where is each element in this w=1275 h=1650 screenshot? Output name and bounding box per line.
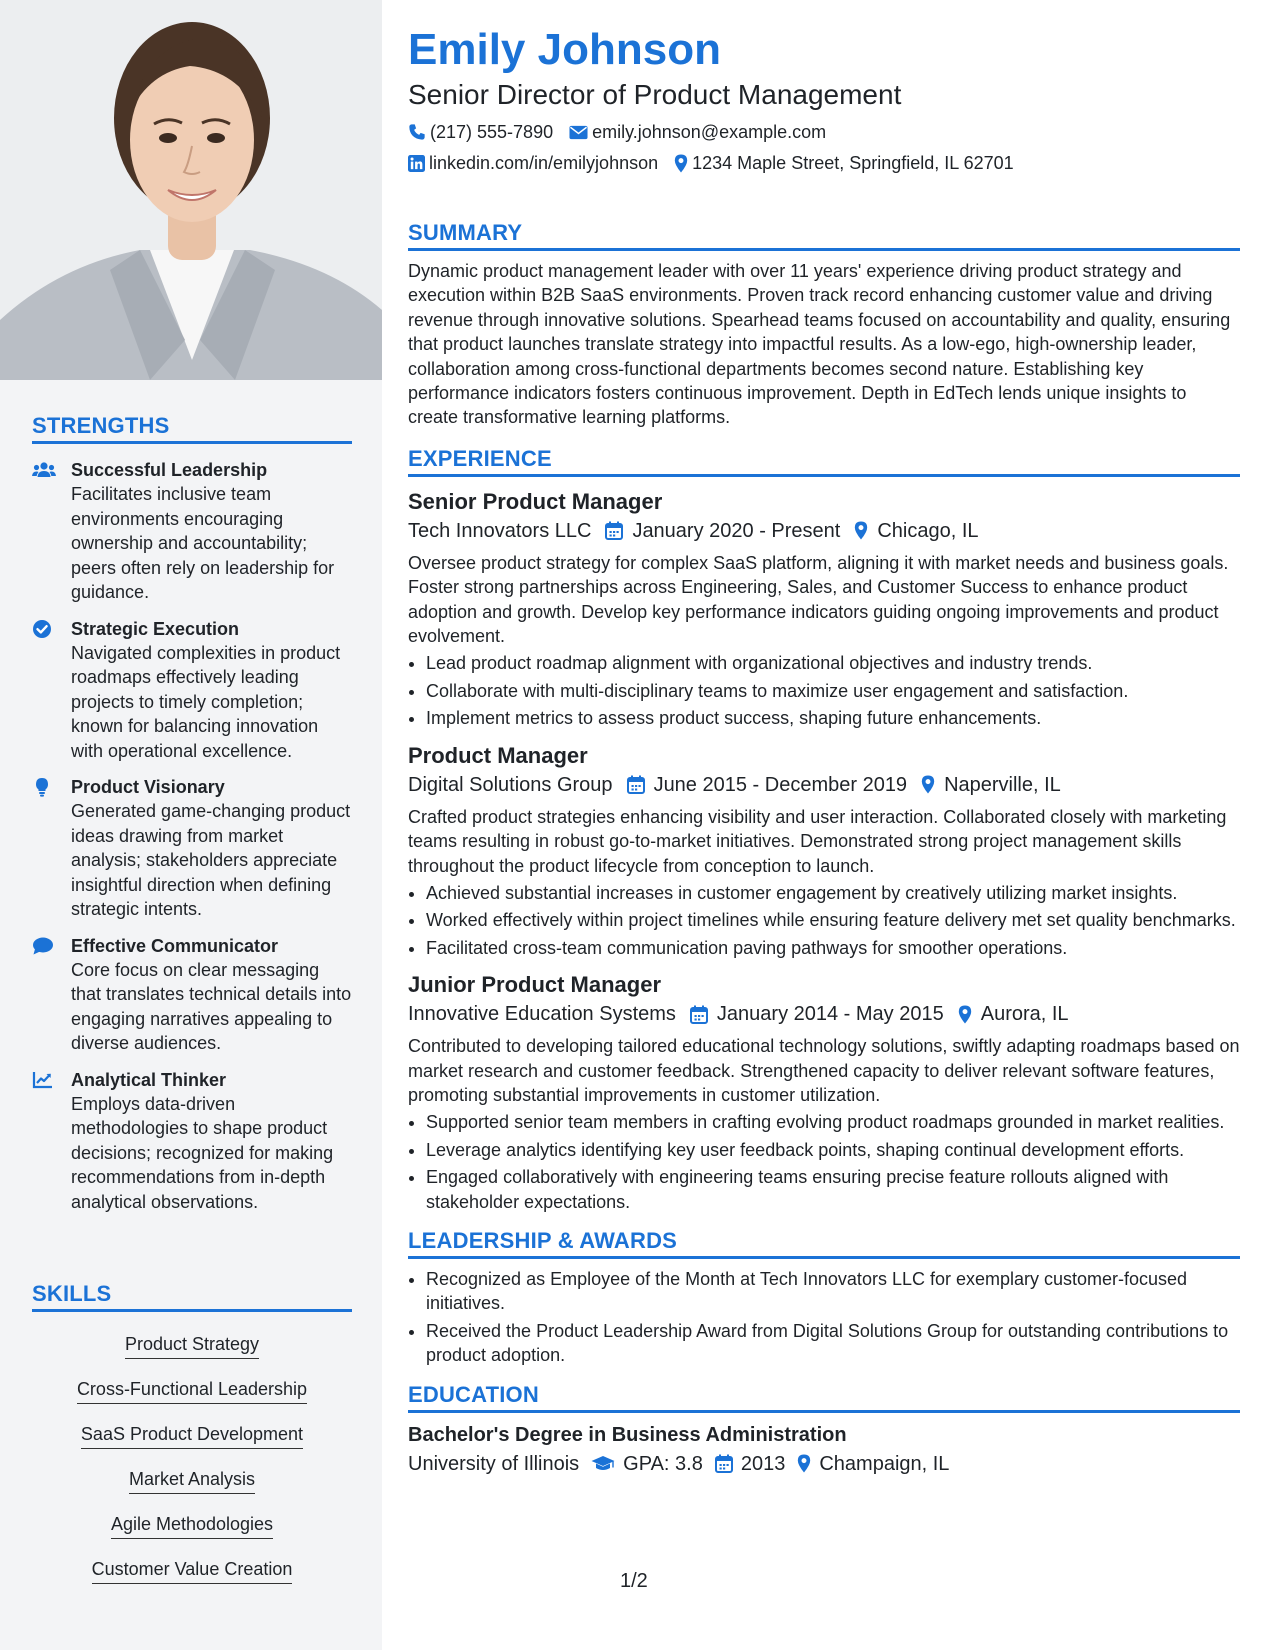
location-pin-icon	[854, 521, 868, 540]
awards-heading: LEADERSHIP & AWARDS	[408, 1228, 1240, 1259]
job-location-wrap	[854, 517, 978, 545]
strength-desc: Core focus on clear messaging that translates technical details into engaging narratives appealing to diverse audiences.	[71, 959, 352, 1053]
summary-section	[408, 220, 1240, 430]
strength-desc: Navigated complexities in product roadmaps effectively leading projects to timely completion; known for balancing innovation with operational excellence.	[71, 642, 341, 761]
job-dates: January 2014 - May 2015	[716, 1003, 944, 1026]
skill-item: SaaS Product Development	[32, 1422, 352, 1467]
calendar-icon	[627, 775, 645, 794]
job-bullet: • Achieved substantial increases in customer engagement by creatively utilizing market insights.	[426, 881, 1240, 905]
skill-item: Agile Methodologies	[32, 1512, 352, 1557]
job-company: Tech Innovators LLC	[408, 519, 592, 542]
main-column	[408, 22, 1240, 1479]
job-entry	[408, 487, 1240, 731]
job-description: Oversee product strategy for complex SaaS platform, aligning it with market needs and business goals. Foster strong partnerships across Engineering, Sales, and Customer Success to enhance product adoption and growth. Develop key performance indicators guiding ongoing improvements and product evolvement.	[408, 552, 1229, 647]
contact-row-2	[408, 152, 1240, 174]
job-bullet: • Collaborate with multi-disciplinary teams to maximize user engagement and satisfaction.	[426, 679, 1240, 703]
strength-title: Analytical Thinker	[71, 1069, 227, 1090]
calendar-icon	[605, 521, 623, 540]
chat-bubble-icon	[32, 936, 56, 956]
graduation-year: 2013	[740, 1452, 786, 1475]
job-description: Contributed to developing tailored educational technology solutions, swiftly adapting roadmaps based on market research and customer feedback. Strengthened capacity to deliver relevant software features, promoting substantial improvements in customer utilization.	[408, 1036, 1240, 1105]
candidate-headline: Senior Director of Product Management	[408, 79, 902, 110]
address-contact	[674, 152, 1014, 174]
summary-heading: SUMMARY	[408, 220, 1240, 251]
skills-heading: SKILLS	[32, 1281, 352, 1312]
job-dates: January 2020 - Present	[632, 519, 841, 542]
job-location-wrap	[921, 771, 1061, 799]
job-bullet: • Leverage analytics identifying key user feedback points, shaping continual development efforts.	[426, 1138, 1240, 1162]
linkedin-contact[interactable]	[408, 152, 658, 174]
award-item: • Recognized as Employee of the Month at Tech Innovators LLC for exemplary customer-focused initiatives.	[426, 1267, 1240, 1316]
edu-location-wrap	[797, 1449, 949, 1479]
education-section	[408, 1382, 1240, 1479]
job-dates-wrap	[605, 517, 840, 545]
job-bullets	[408, 1110, 1240, 1214]
awards-section	[408, 1228, 1240, 1368]
strengths-heading: STRENGTHS	[32, 413, 352, 444]
school-name: University of Illinois	[408, 1452, 580, 1475]
job-location: Aurora, IL	[980, 1003, 1069, 1026]
lightbulb-icon	[32, 777, 56, 797]
edu-year-wrap	[715, 1449, 786, 1479]
job-bullet: • Supported senior team members in crafting evolving product roadmaps grounded in market realities.	[426, 1110, 1240, 1134]
job-location: Chicago, IL	[877, 519, 979, 542]
skill-item: Product Strategy	[32, 1332, 352, 1377]
degree-title: Bachelor's Degree in Business Administration	[408, 1423, 847, 1446]
location-pin-icon	[921, 775, 935, 794]
skill-item: Market Analysis	[32, 1467, 352, 1512]
email-address[interactable]: emily.johnson@example.com	[592, 122, 827, 142]
job-bullets	[408, 881, 1240, 960]
job-bullet: • Implement metrics to assess product success, shaping future enhancements.	[426, 706, 1240, 730]
strength-item	[32, 775, 352, 922]
gpa-value: GPA: 3.8	[623, 1452, 703, 1475]
strength-title: Strategic Execution	[71, 618, 240, 639]
strength-item	[32, 934, 352, 1056]
job-bullet: • Engaged collaboratively with engineering teams ensuring precise feature rollouts aligned with stakeholder expectations.	[426, 1165, 1240, 1214]
email-contact[interactable]	[569, 121, 826, 143]
strengths-section	[32, 413, 352, 1214]
job-location-wrap	[958, 1000, 1069, 1028]
job-entry	[408, 741, 1240, 960]
job-dates-wrap	[690, 1000, 944, 1028]
check-circle-icon	[32, 619, 56, 639]
graduation-cap-icon	[591, 1455, 615, 1472]
summary-text: Dynamic product management leader with over 11 years' experience driving product strategy and execution within B2B SaaS environments. Proven track record enhancing customer value and driving revenue through innovative solutions. Spearhead teams focused on accountability and quality, ensuring that product launches translate strategy into impactful results. As a low-ego, high-ownership leader, collaboration among cross-functional departments becomes second nature. Establishing key performance indicators fosters continuous improvement. Depth in EdTech lends unique insights to create transformative learning platforms.	[408, 261, 1231, 428]
strength-item	[32, 617, 352, 764]
strength-title: Successful Leadership	[71, 460, 268, 480]
sidebar	[0, 0, 382, 1650]
phone-icon	[408, 123, 426, 141]
job-title: Product Manager	[408, 742, 588, 768]
location-pin-icon	[958, 1005, 972, 1024]
job-meta	[408, 771, 1240, 799]
phone-contact	[408, 121, 553, 143]
linkedin-url[interactable]: linkedin.com/in/emilyjohnson	[429, 153, 659, 173]
location-pin-icon	[797, 1454, 811, 1473]
strength-title: Effective Communicator	[71, 935, 279, 956]
job-description: Crafted product strategies enhancing visibility and user interaction. Collaborated closely with marketing teams resulting in robust go-to-market initiatives. Demonstrated strong project management skills throughout the product lifecycle from conception to launch.	[408, 806, 1227, 876]
job-bullet: • Worked effectively within project timelines while ensuring feature delivery met set quality benchmarks.	[426, 908, 1240, 932]
calendar-icon	[715, 1454, 733, 1473]
experience-section	[408, 446, 1240, 1214]
job-bullets	[408, 651, 1240, 730]
award-item: • Received the Product Leadership Award from Digital Solutions Group for outstanding contributions to product adoption.	[426, 1319, 1240, 1368]
contact-row-1	[408, 121, 1240, 143]
gpa-wrap	[591, 1449, 703, 1479]
phone-number: (217) 555-7890	[430, 122, 554, 142]
strength-title: Product Visionary	[71, 777, 225, 797]
strength-desc: Generated game-changing product ideas drawing from market analysis; stakeholders appreciate insightful direction when defining strategic intents.	[71, 801, 351, 919]
calendar-icon	[690, 1005, 708, 1024]
candidate-name: Emily Johnson	[408, 25, 721, 74]
strengths-list	[32, 458, 352, 1214]
users-icon	[32, 460, 56, 480]
job-bullet: • Lead product roadmap alignment with organizational objectives and industry trends.	[426, 651, 1240, 675]
linkedin-icon	[408, 155, 425, 172]
strength-item	[32, 458, 352, 605]
job-bullet: • Facilitated cross-team communication paving pathways for smoother operations.	[426, 936, 1240, 960]
job-title: Senior Product Manager	[408, 488, 663, 514]
skill-item: Cross-Functional Leadership	[32, 1377, 352, 1422]
school-location: Champaign, IL	[819, 1452, 950, 1475]
job-dates-wrap	[627, 771, 908, 799]
envelope-icon	[569, 125, 588, 140]
job-company: Digital Solutions Group	[408, 773, 613, 796]
education-heading: EDUCATION	[408, 1382, 1240, 1413]
strength-item	[32, 1068, 352, 1215]
job-title: Junior Product Manager	[408, 972, 662, 998]
location-pin-icon	[674, 154, 688, 173]
skills-section	[32, 1281, 352, 1602]
strength-desc: Employs data-driven methodologies to shape product decisions; recognized for making recommendations from in-depth analytical observations.	[71, 1093, 334, 1212]
job-location: Naperville, IL	[944, 773, 1061, 796]
profile-photo	[0, 0, 382, 380]
education-meta	[408, 1449, 1240, 1479]
street-address: 1234 Maple Street, Springfield, IL 62701	[692, 153, 1014, 173]
awards-list	[408, 1267, 1240, 1368]
strength-desc: Facilitates inclusive team environments encouraging ownership and accountability; peers often rely on leadership for guidance.	[71, 484, 335, 602]
job-dates: June 2015 - December 2019	[653, 773, 908, 796]
trend-chart-icon	[32, 1070, 56, 1090]
job-entry	[408, 970, 1240, 1214]
job-meta	[408, 1000, 1240, 1028]
job-meta	[408, 517, 1240, 545]
experience-heading: EXPERIENCE	[408, 446, 1240, 477]
page-number: 1/2	[620, 1570, 648, 1592]
profile-photo-illustration	[0, 0, 382, 380]
skill-item: Customer Value Creation	[32, 1557, 352, 1602]
job-company: Innovative Education Systems	[408, 1003, 676, 1026]
skills-list	[32, 1332, 352, 1602]
